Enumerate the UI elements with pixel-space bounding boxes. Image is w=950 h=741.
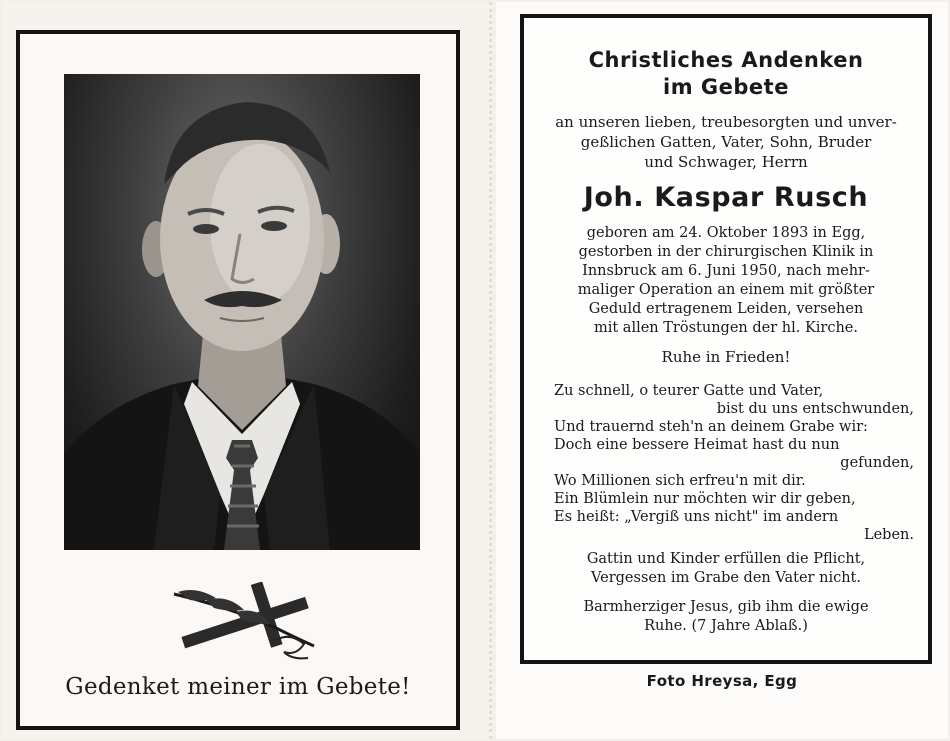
memorial-caption: Gedenket meiner im Gebete! bbox=[65, 674, 411, 700]
prayer-text bbox=[524, 598, 928, 636]
heading-line-1: Christliches Andenken bbox=[588, 48, 864, 72]
heading-line-2: im Gebete bbox=[663, 75, 789, 99]
prayer-line: Barmherziger Jesus, gib ihm die ewige bbox=[583, 599, 869, 615]
poem-line: Wo Millionen sich erfreu'n mit dir. bbox=[554, 473, 806, 489]
deceased-name: Joh. Kaspar Rusch bbox=[583, 182, 869, 213]
closing-line: Gattin und Kinder erfüllen die Pflicht, bbox=[586, 551, 866, 567]
biography-line: maliger Operation an einem mit größter bbox=[577, 282, 875, 298]
portrait-photo bbox=[64, 74, 420, 550]
intro-text bbox=[524, 112, 928, 172]
biography-line: gestorben in der chirurgischen Klinik in bbox=[578, 244, 874, 260]
biography-line: mit allen Tröstungen der hl. Kirche. bbox=[593, 320, 858, 336]
biography-line: Geduld ertragenem Leiden, versehen bbox=[588, 301, 864, 317]
poem-line: Doch eine bessere Heimat hast du nun bbox=[554, 437, 840, 453]
poem-line: Es heißt: „Vergiß uns nicht" im andern bbox=[554, 509, 839, 525]
photo-credit: Foto Hreysa, Egg bbox=[646, 672, 798, 690]
memorial-card-front bbox=[2, 2, 492, 739]
card-border-frame bbox=[16, 30, 460, 730]
cross-with-palm-icon bbox=[166, 582, 328, 662]
biography-line: Innsbruck am 6. Juni 1950, nach mehr- bbox=[582, 263, 870, 279]
poem-line: bist du uns entschwunden, bbox=[716, 401, 914, 417]
poem-line: Ein Blümlein nur möchten wir dir geben, bbox=[554, 491, 856, 507]
intro-line: an unseren lieben, treubesorgten und unver- bbox=[555, 113, 897, 131]
memorial-poem bbox=[554, 382, 914, 544]
prayer-line: Ruhe. (7 Jahre Ablaß.) bbox=[644, 618, 808, 634]
poem-line: Leben. bbox=[863, 527, 914, 543]
poem-line: gefunden, bbox=[840, 455, 914, 471]
poem-line: Zu schnell, o teurer Gatte und Vater, bbox=[554, 383, 824, 399]
biography-text bbox=[524, 224, 928, 338]
intro-line: und Schwager, Herrn bbox=[644, 153, 808, 171]
closing-line: Vergessen im Grabe den Vater nicht. bbox=[591, 570, 861, 586]
text-border-frame bbox=[520, 14, 932, 664]
intro-line: geßlichen Gatten, Vater, Sohn, Bruder bbox=[580, 133, 872, 151]
rest-in-peace: Ruhe in Frieden! bbox=[661, 348, 791, 366]
family-closing bbox=[524, 550, 928, 588]
biography-line: geboren am 24. Oktober 1893 in Egg, bbox=[586, 225, 866, 241]
memorial-card-back bbox=[496, 2, 948, 739]
poem-line: Und trauernd steh'n an deinem Grabe wir: bbox=[554, 419, 868, 435]
